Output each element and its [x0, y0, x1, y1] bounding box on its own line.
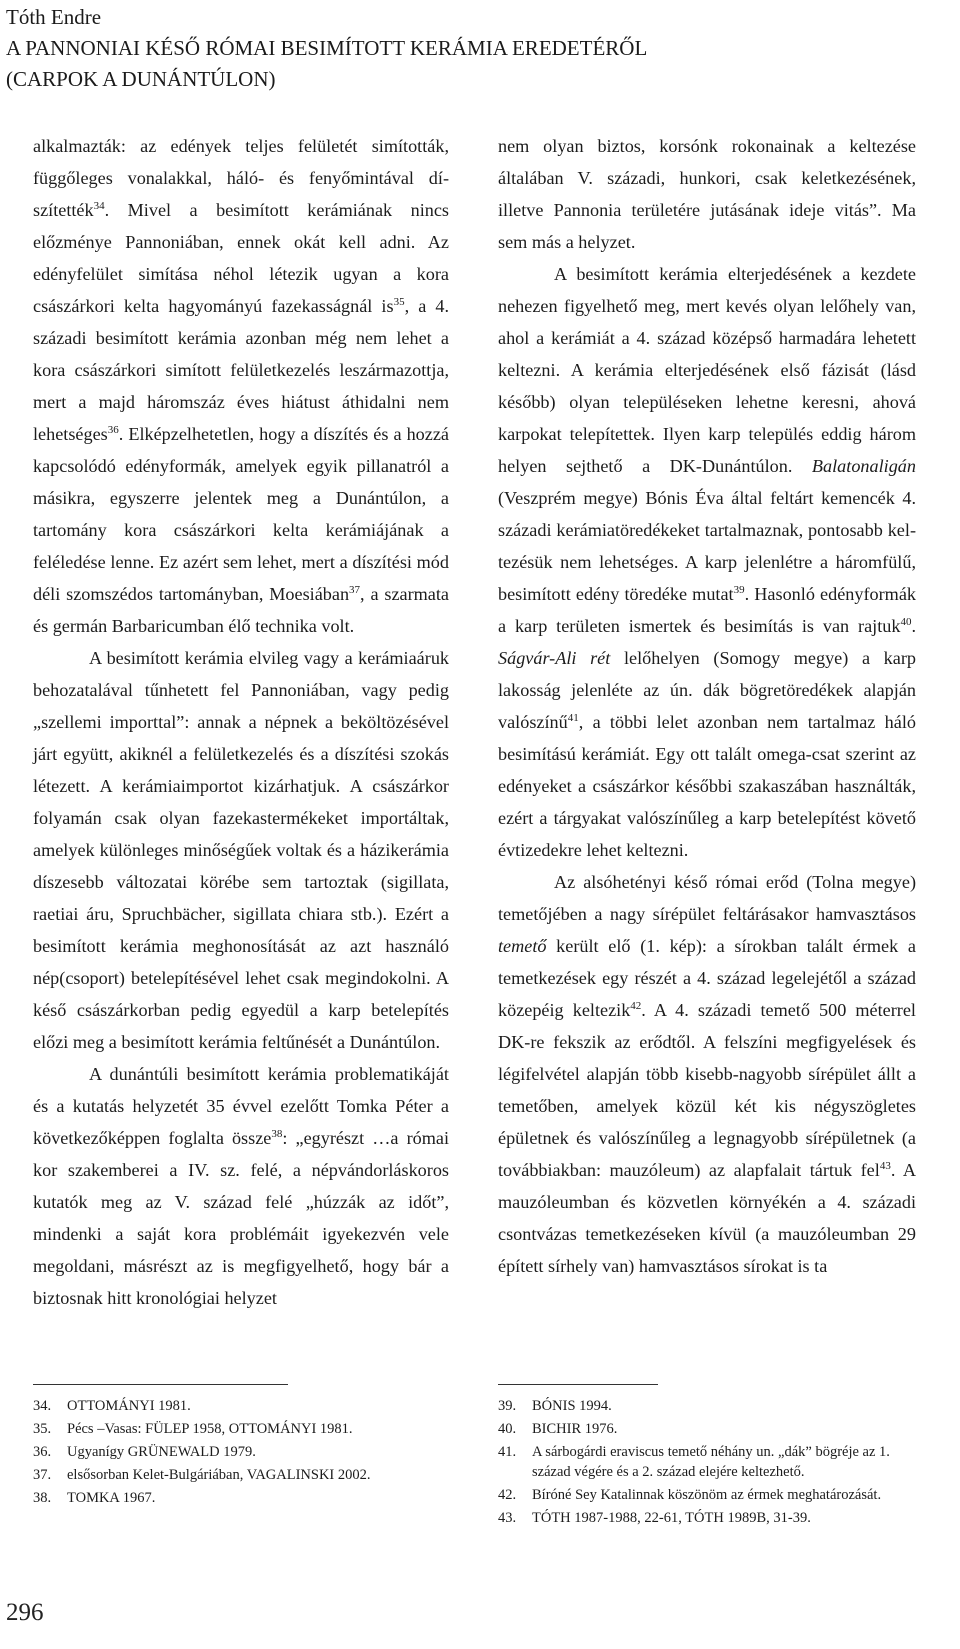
footnote-35	[33, 1419, 453, 1439]
footnote-text: BÓNIS 1994.	[532, 1398, 612, 1414]
footnote-number: 39.	[498, 1398, 517, 1414]
text-run: , a többi lelet azonban nem tartalmaz háló besimítású kerámiát. Egy ott talált omega-csat szerint az edényeket a császárkor későbbi szakaszában használták, ezért a tárgyakat valószínűleg a karp betelepítést követő évtizedekre lehet keltezni.	[498, 712, 916, 860]
text-run: lelőhelyen (Somogy megye) a karp lakosság jelenléte az ún. dák bögretöredékek alapján valószínű	[498, 648, 917, 732]
text-run: . Hasonló edényformák a karp területen ismertek és besimítás is van rajtuk	[498, 584, 916, 636]
footnote-ref-40: 40	[900, 615, 912, 628]
footnote-ref-41: 41	[567, 711, 579, 724]
text-run: alkalmazták: az edények teljes felületét simították, függőleges vonalakkal, háló- és fenyőmintával díszítették	[33, 136, 449, 220]
text-run: .	[911, 616, 916, 636]
footnote-41	[498, 1442, 918, 1482]
right-paragraph-3	[498, 866, 916, 1282]
footnote-text: BICHIR 1976.	[532, 1421, 618, 1437]
footnotes-right	[498, 1396, 918, 1531]
footnote-text: Pécs –Vasas: FÜLEP 1958, OTTOMÁNYI 1981.	[67, 1421, 353, 1437]
footnote-number: 37.	[33, 1467, 52, 1483]
footnote-number: 42.	[498, 1487, 517, 1503]
article-title-line-2: (CARPOK A DUNÁNTÚLON)	[6, 67, 276, 91]
right-paragraph-2	[498, 258, 916, 866]
footnote-ref-35: 35	[393, 295, 405, 308]
footnote-number: 41.	[498, 1444, 517, 1460]
footnote-37	[33, 1465, 453, 1485]
footnote-ref-43: 43	[879, 1159, 891, 1172]
footnotes-left	[33, 1396, 453, 1511]
text-run: . Mivel a besimított kerámiának nincs előzménye Pannoniában, ennek okát kell adni. Az edényfelület simítása néhol létezik ugyan a kora császárkori kelta hagyományú fazekasságnál is	[33, 200, 449, 316]
footnote-number: 38.	[33, 1490, 52, 1506]
footnote-text: Ugyanígy GRÜNEWALD 1979.	[67, 1444, 256, 1460]
running-header	[6, 2, 647, 95]
right-text-column	[498, 130, 916, 1282]
footnote-39	[498, 1396, 918, 1416]
footnote-ref-38: 38	[271, 1127, 283, 1140]
footnote-ref-36: 36	[107, 423, 119, 436]
footnote-ref-34: 34	[93, 199, 105, 212]
page-number: 296	[6, 1599, 44, 1626]
footnote-number: 36.	[33, 1444, 52, 1460]
footnote-number: 43.	[498, 1510, 517, 1526]
footnote-divider-right	[498, 1384, 658, 1385]
left-paragraph-1	[33, 130, 449, 642]
article-title-line-1: A PANNONIAI KÉSŐ RÓMAI BESIMÍTOTT KERÁMIA EREDETÉRŐL	[6, 36, 648, 60]
left-paragraph-2: A besimított kerámia elvileg vagy a kerámiaáruk behozatalával tűnhetett fel Pannoniában, vagy pedig „szellemi importtal”: annak a népnek a beköltözésével járt együtt, akiknél a felületkezelés és a díszítési szokás létezett. A kerámiaimportot kizárhatjuk. A császárkor folyamán csak olyan fazekastermékeket importáltak, amelyek különleges minőségűek voltak és a házikerámia díszesebb változatai körébe sem tartoztak (sigillata, raetiai áru, Spruchbächer, sigillata chiara stb.). Ezért a besimított kerámia meghonosítását az azt használó nép(csoport) betelepítésével lehet csak megindokolni. A késő császárkorban pedig egyedül a karp betelepítés előzi meg a besimított kerámia feltűnését a Dunántúlon.	[33, 648, 449, 1052]
text-run: (Veszprém megye) Bónis Éva által feltárt kemencék 4. századi kerámiatöredékeket tartalmaznak, pontosabb keltezésük nem lehetséges. A karp jelenlétre a háromfülű, besimított edény töredéke mutat	[498, 488, 916, 604]
text-run: , a szarmata és germán Barbaricumban élő technika volt.	[33, 584, 449, 636]
text-run: . A 4. századi temető 500 méterrel DK-re fekszik az erődtől. A felszíni megfigyelések és légifelvétel alapján több kisebb-nagyobb sírépület állt a temetőben, amelyek közül két kis négyszögletes épületnek és valószínűleg a legnagyobb sírépületnek (a továbbiakban: mauzóleum) az alapfalait tártuk fel	[498, 1000, 916, 1180]
text-run: A besimított kerámia elterjedésének a kezdete nehezen figyelhető meg, mert kevés olyan lelőhely van, ahol a kerámiát a 4. század középső harmadára lehetett keltezni. A kerámia elterjedésének első fázisát (lásd később) olyan településeken lehetne keresni, ahová karpokat telepítettek. Ilyen karp település eddig három helyen sejthető a DK-Dunántúlon.	[498, 264, 916, 476]
footnote-ref-42: 42	[630, 999, 642, 1012]
emphasis-temeto: temető	[498, 936, 547, 956]
footnote-34	[33, 1396, 453, 1416]
footnote-number: 35.	[33, 1421, 52, 1437]
footnote-40	[498, 1419, 918, 1439]
text-run: került elő (1. kép): a sírokban talált érmek a temetkezések egy részét a 4. század legelejétől a század közepéig keltezik	[498, 936, 916, 1020]
footnote-text: A sárbogárdi eraviscus temető néhány un. „dák” bögréje az 1. század végére és a 2. század elejére keltezhető.	[532, 1444, 890, 1480]
footnote-text: TÓTH 1987-1988, 22-61, TÓTH 1989B, 31-39.	[532, 1510, 811, 1526]
left-paragraph-3	[33, 1058, 449, 1314]
footnote-number: 40.	[498, 1421, 517, 1437]
footnote-text: Bíróné Sey Katalinnak köszönöm az érmek meghatározását.	[532, 1487, 882, 1503]
footnote-ref-37: 37	[349, 583, 361, 596]
place-name-balatonaliga: Balatonaligán	[811, 456, 916, 476]
footnote-36	[33, 1442, 453, 1462]
footnote-38	[33, 1488, 453, 1508]
footnote-43	[498, 1508, 918, 1528]
left-text-column	[33, 130, 449, 1314]
footnote-text: elsősorban Kelet-Bulgáriában, VAGALINSKI 2002.	[67, 1467, 371, 1483]
text-run: A dunántúli besimított kerámia problematikáját és a kutatás helyzetét 35 évvel ezelőtt Tomka Péter a következőképpen foglalta össze	[33, 1064, 449, 1148]
footnote-divider-left	[33, 1384, 288, 1385]
footnote-text: TOMKA 1967.	[67, 1490, 156, 1506]
text-run: . Elképzelhetetlen, hogy a díszítés és a hozzá kapcsolódó edényformák, amelyek egyik pillanatról a másikra, egyszerre jelentek meg a Dunántúlon, a tartomány kora császárkori kelta kerámiájának a feléledése lenne. Ez azért sem lehet, mert a díszítési mód déli szomszédos tartományban, Moesiában	[33, 424, 449, 604]
footnote-ref-39: 39	[733, 583, 745, 596]
right-paragraph-1: nem olyan biztos, korsónk rokonainak a keltezése általában V. századi, hunkori, csak keletkezésének, illetve Pannonia területére jutásának ideje vitás”. Ma sem más a helyzet.	[498, 136, 916, 252]
text-run: . A mauzóleumban és közvetlen környékén a 4. századi csontvázas temetkezéseken kívül (a mauzóleumban 29 épített sírhely van) hamvasztásos sírokat is ta	[498, 1160, 916, 1276]
text-run: : „egyrészt …a római kor szakemberei a IV. sz. felé, a népvándorláskoros kutatók meg az V. század felé „húzzák az időt”, mindenki a saját kora problémáit igyekezvén vele megoldani, másrészt az is megfigyelhető, hogy bár a biztosnak hitt kronológiai helyzet	[33, 1128, 449, 1308]
text-run: Az alsóhetényi késő római erőd (Tolna megye) temetőjében a nagy sírépület feltárásakor hamvasztásos	[498, 872, 916, 924]
footnote-42	[498, 1485, 918, 1505]
footnote-text: OTTOMÁNYI 1981.	[67, 1398, 191, 1414]
text-run: , a 4. századi besimított kerámia azonban még nem lehet a kora császárkori simított felületkezelés leszármazottja, mert a majd háromszáz éves hiátust áthidalni nem lehetséges	[33, 296, 449, 444]
place-name-sagvar: Ságvár-Ali rét	[498, 648, 611, 668]
author-name: Tóth Endre	[6, 5, 102, 29]
footnote-number: 34.	[33, 1398, 52, 1414]
